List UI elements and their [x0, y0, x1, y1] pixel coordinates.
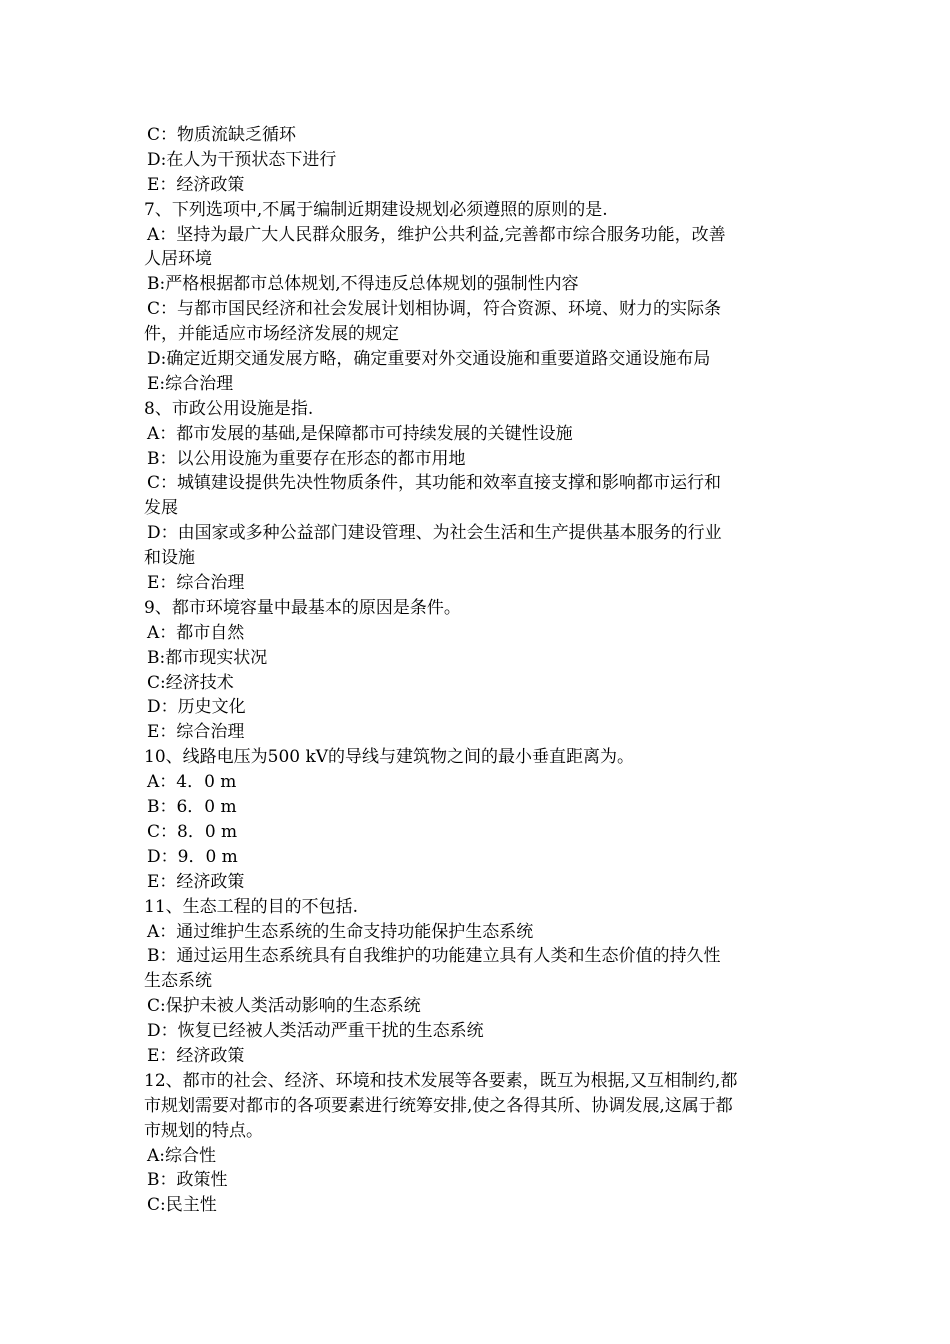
question-text-line: 9、都市环境容量中最基本的原因是条件。: [144, 597, 461, 618]
question-text-line: 发展: [144, 498, 178, 519]
answer-option-line: D:确定近期交通发展方略，确定重要对外交通设施和重要道路交通设施布局: [147, 349, 711, 370]
answer-option-line: C：与都市国民经济和社会发展计划相协调，符合资源、环境、财力的实际条: [147, 299, 722, 320]
answer-option-line: D：由国家或多种公益部门建设管理、为社会生活和生产提供基本服务的行业: [147, 523, 722, 544]
answer-option-line: E：经济政策: [147, 174, 245, 195]
answer-option-line: D：9．0 m: [147, 846, 238, 867]
question-text-line: 8、市政公用设施是指.: [144, 398, 314, 419]
question-text-line: 11、生态工程的目的不包括.: [144, 896, 359, 917]
answer-option-line: A：都市自然: [147, 622, 245, 643]
answer-option-line: D:在人为干预状态下进行: [147, 149, 337, 170]
answer-option-line: E：经济政策: [147, 871, 245, 892]
answer-option-line: C:民主性: [147, 1195, 217, 1216]
answer-option-line: D：历史文化: [147, 697, 246, 718]
document-body: [144, 123, 808, 1218]
answer-option-line: B:严格根据都市总体规划,不得违反总体规划的强制性内容: [147, 274, 579, 295]
question-text-line: 市规划的特点。: [144, 1120, 263, 1141]
question-text-line: 7、下列选项中,不属于编制近期建设规划必须遵照的原则的是.: [144, 199, 608, 220]
answer-option-line: B:都市现实状况: [147, 647, 268, 668]
answer-option-line: C：8．0 m: [147, 821, 238, 842]
question-text-line: 12、都市的社会、经济、环境和技术发展等各要素，既互为根据,又互相制约,都: [144, 1070, 738, 1091]
question-text-line: 人居环境: [144, 249, 212, 270]
answer-option-line: A：都市发展的基础,是保障都市可持续发展的关键性设施: [147, 423, 573, 444]
answer-option-line: E：经济政策: [147, 1045, 245, 1066]
answer-option-line: A：4．0 m: [147, 772, 237, 793]
answer-option-line: E：综合治理: [147, 722, 245, 743]
answer-option-line: A：坚持为最广大人民群众服务，维护公共利益,完善都市综合服务功能，改善: [147, 224, 726, 245]
answer-option-line: C:经济技术: [147, 672, 234, 693]
question-text-line: 和设施: [144, 548, 195, 569]
answer-option-line: C:保护未被人类活动影响的生态系统: [147, 996, 421, 1017]
question-text-line: 10、线路电压为500 kV的导线与建筑物之间的最小垂直距离为。: [144, 747, 635, 768]
question-text-line: 市规划需要对都市的各项要素进行统筹安排,使之各得其所、协调发展,这属于都: [144, 1095, 733, 1116]
answer-option-line: B：通过运用生态系统具有自我维护的功能建立具有人类和生态价值的持久性: [147, 946, 721, 967]
answer-option-line: B：6．0 m: [147, 797, 237, 818]
answer-option-line: E:综合治理: [147, 373, 234, 394]
answer-option-line: C：物质流缺乏循环: [147, 125, 297, 145]
answer-option-line: A:综合性: [147, 1145, 217, 1166]
answer-option-line: A：通过维护生态系统的生命支持功能保护生态系统: [147, 921, 534, 942]
answer-option-line: C：城镇建设提供先决性物质条件，其功能和效率直接支撑和影响都市运行和: [147, 473, 722, 494]
question-text-line: 件，并能适应市场经济发展的规定: [144, 324, 399, 345]
answer-option-line: D：恢复已经被人类活动严重干扰的生态系统: [147, 1021, 484, 1042]
answer-option-line: B：以公用设施为重要存在形态的都市用地: [147, 448, 466, 469]
answer-option-line: B：政策性: [147, 1170, 228, 1191]
question-text-line: 生态系统: [144, 971, 212, 992]
answer-option-line: E：综合治理: [147, 573, 245, 594]
